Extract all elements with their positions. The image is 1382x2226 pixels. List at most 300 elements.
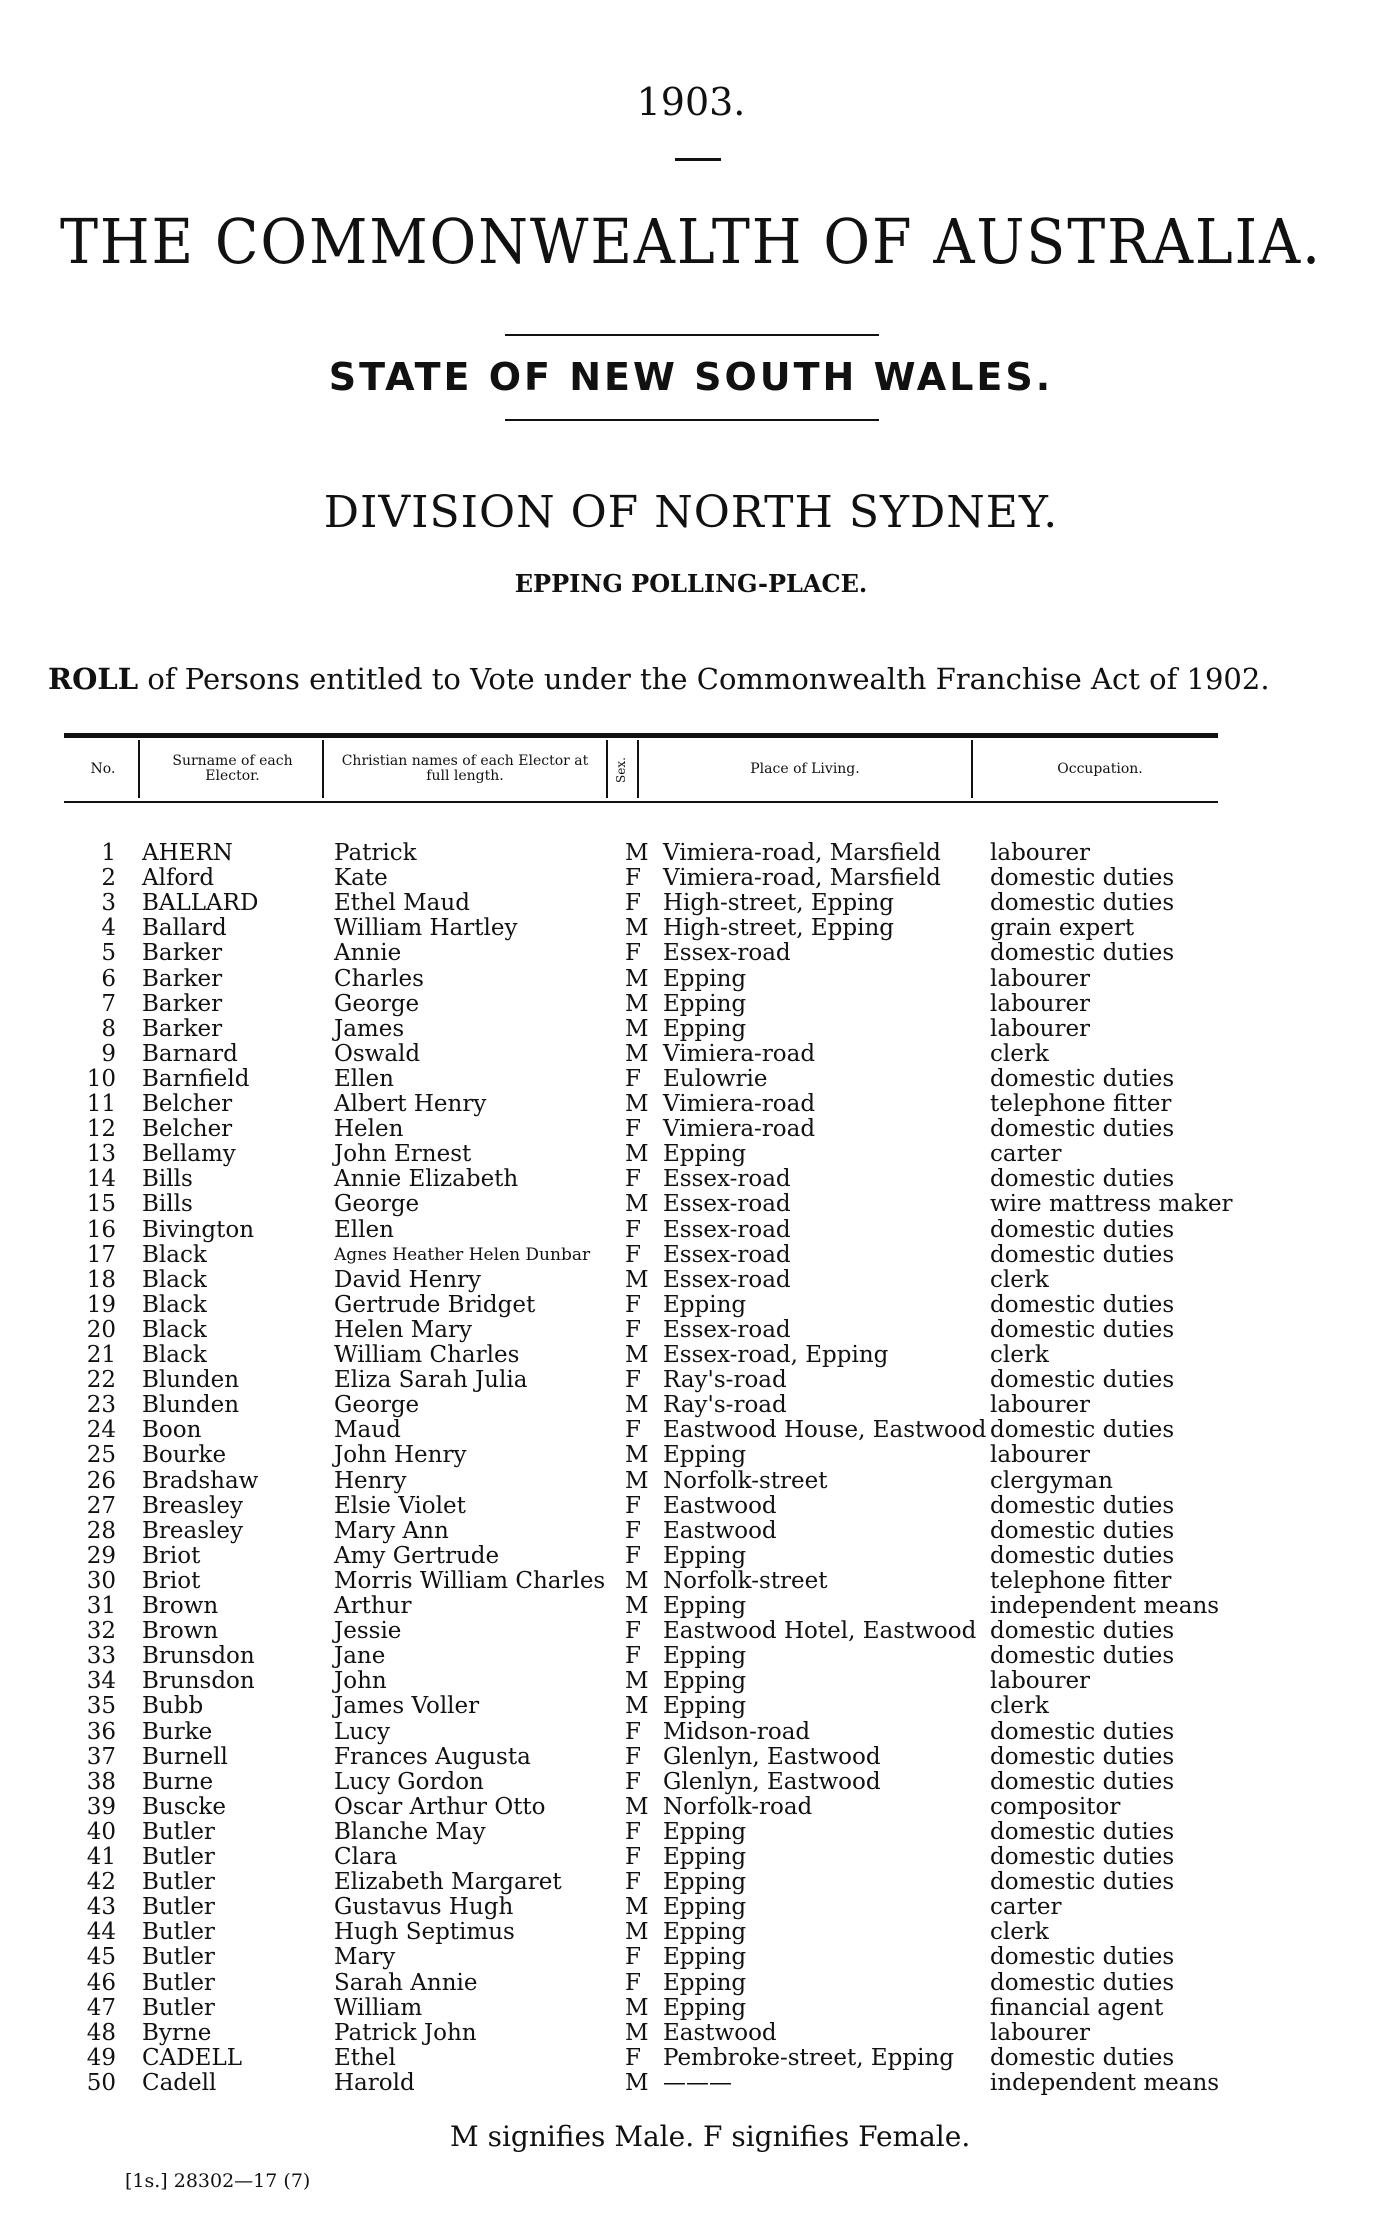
elector-occupation: labourer bbox=[990, 990, 1091, 1017]
row-number: 10 bbox=[86, 1065, 116, 1092]
elector-sex: F bbox=[625, 890, 641, 917]
elector-occupation: labourer bbox=[990, 1015, 1091, 1042]
place-of-living: Vimiera-road, Marsfield bbox=[663, 840, 941, 866]
place-of-living: Pembroke-street, Epping bbox=[663, 2044, 955, 2071]
row-number: 50 bbox=[86, 2069, 116, 2096]
row-number: 27 bbox=[86, 1492, 116, 1519]
place-of-living: Epping bbox=[663, 1844, 747, 1870]
row-number: 42 bbox=[86, 1869, 116, 1896]
elector-occupation: clerk bbox=[990, 1266, 1049, 1293]
row-number: 49 bbox=[86, 2044, 116, 2071]
elector-christian-names: Harold bbox=[334, 2069, 415, 2096]
elector-christian-names: Lucy Gordon bbox=[334, 1768, 484, 1795]
elector-surname: Breasley bbox=[142, 1492, 243, 1519]
elector-sex: F bbox=[625, 1367, 641, 1394]
elector-sex: M bbox=[625, 1467, 649, 1494]
row-number: 43 bbox=[86, 1894, 116, 1921]
elector-sex: M bbox=[625, 1141, 649, 1168]
elector-surname: Briot bbox=[142, 1567, 201, 1594]
elector-sex: F bbox=[625, 2044, 641, 2071]
elector-christian-names: Helen Mary bbox=[334, 1316, 473, 1343]
elector-surname: Cadell bbox=[142, 2069, 217, 2096]
row-number: 6 bbox=[101, 965, 116, 992]
elector-sex: F bbox=[625, 1316, 641, 1343]
elector-surname: Bubb bbox=[142, 1693, 204, 1720]
elector-occupation: domestic duties bbox=[990, 1768, 1175, 1795]
elector-christian-names: Oscar Arthur Otto bbox=[334, 1793, 546, 1820]
row-number: 18 bbox=[86, 1266, 116, 1293]
elector-occupation: domestic duties bbox=[990, 940, 1175, 967]
elector-occupation: carter bbox=[990, 1141, 1062, 1168]
elector-sex: M bbox=[625, 1191, 649, 1218]
elector-sex: M bbox=[625, 1693, 649, 1720]
elector-sex: F bbox=[625, 1291, 641, 1318]
elector-christian-names: John Henry bbox=[334, 1442, 467, 1469]
roll-word: ROLL bbox=[48, 662, 139, 696]
table-top-rule bbox=[64, 733, 1218, 738]
elector-sex: F bbox=[625, 1969, 641, 1996]
place-of-living: High-street, Epping bbox=[663, 915, 894, 942]
elector-surname: Bivington bbox=[142, 1216, 255, 1243]
place-of-living: Epping bbox=[663, 1668, 747, 1695]
elector-surname: Black bbox=[142, 1316, 207, 1343]
elector-sex: F bbox=[625, 1743, 641, 1770]
elector-surname: BALLARD bbox=[142, 890, 259, 917]
elector-christian-names: George bbox=[334, 1392, 420, 1419]
elector-sex: F bbox=[625, 1241, 641, 1268]
elector-surname: Butler bbox=[142, 1818, 215, 1845]
elector-sex: F bbox=[625, 1944, 641, 1971]
place-of-living: Epping bbox=[663, 990, 747, 1017]
column-separator bbox=[138, 740, 140, 798]
elector-occupation: telephone fitter bbox=[990, 1091, 1172, 1117]
place-of-living: Ray's-road bbox=[663, 1367, 787, 1394]
elector-surname: Barnfield bbox=[142, 1065, 250, 1092]
elector-surname: Ballard bbox=[142, 915, 227, 942]
row-number: 35 bbox=[86, 1693, 116, 1720]
elector-christian-names: William bbox=[334, 1994, 423, 2021]
elector-sex: F bbox=[625, 1166, 641, 1193]
elector-sex: F bbox=[625, 1768, 641, 1795]
elector-christian-names: William Hartley bbox=[334, 915, 518, 942]
row-number: 17 bbox=[86, 1241, 116, 1268]
elector-surname: Butler bbox=[142, 1844, 215, 1870]
elector-surname: Brown bbox=[142, 1593, 219, 1619]
place-of-living: Norfolk-street bbox=[663, 1567, 828, 1594]
elector-sex: F bbox=[625, 865, 641, 892]
elector-sex: M bbox=[625, 2069, 649, 2096]
row-number: 2 bbox=[101, 865, 116, 892]
elector-surname: Burne bbox=[142, 1768, 214, 1795]
elector-surname: Bellamy bbox=[142, 1141, 236, 1168]
row-number: 40 bbox=[86, 1818, 116, 1845]
elector-surname: Barker bbox=[142, 940, 223, 967]
place-of-living: Essex-road, Epping bbox=[663, 1342, 889, 1368]
elector-surname: CADELL bbox=[142, 2044, 242, 2071]
elector-occupation: clerk bbox=[990, 1693, 1049, 1720]
elector-sex: M bbox=[625, 2019, 649, 2046]
elector-sex: M bbox=[625, 915, 649, 942]
elector-christian-names: Patrick John bbox=[334, 2019, 477, 2046]
elector-christian-names: Patrick bbox=[334, 840, 417, 866]
elector-occupation: compositor bbox=[990, 1793, 1121, 1820]
elector-occupation: domestic duties bbox=[990, 1367, 1175, 1394]
row-number: 25 bbox=[86, 1442, 116, 1469]
elector-occupation: clerk bbox=[990, 1342, 1049, 1368]
elector-sex: F bbox=[625, 1492, 641, 1519]
elector-sex: M bbox=[625, 1091, 649, 1117]
row-number: 13 bbox=[86, 1141, 116, 1168]
place-of-living: Epping bbox=[663, 1919, 747, 1946]
roll-caption bbox=[48, 662, 1270, 696]
printer-reference: [1s.] 28302—17 (7) bbox=[125, 2170, 311, 2192]
elector-occupation: telephone fitter bbox=[990, 1567, 1172, 1594]
elector-occupation: domestic duties bbox=[990, 865, 1175, 892]
elector-surname: Burke bbox=[142, 1718, 213, 1745]
elector-christian-names: Ethel bbox=[334, 2044, 396, 2071]
elector-christian-names: James bbox=[334, 1015, 405, 1042]
place-of-living: Epping bbox=[663, 965, 747, 992]
elector-sex: F bbox=[625, 1844, 641, 1870]
elector-occupation: labourer bbox=[990, 1442, 1091, 1469]
elector-surname: Burnell bbox=[142, 1743, 228, 1770]
row-number: 3 bbox=[101, 890, 116, 917]
elector-christian-names: Lucy bbox=[334, 1718, 390, 1745]
elector-christian-names: Arthur bbox=[334, 1593, 412, 1619]
sex-legend: M signifies Male. F signifies Female. bbox=[450, 2120, 971, 2153]
elector-sex: F bbox=[625, 1643, 641, 1670]
place-of-living: Eastwood House, Eastwood bbox=[663, 1417, 987, 1444]
elector-sex: F bbox=[625, 1718, 641, 1745]
row-number: 23 bbox=[86, 1392, 116, 1419]
place-of-living: Midson-road bbox=[663, 1718, 811, 1745]
elector-christian-names: Amy Gertrude bbox=[334, 1542, 500, 1569]
elector-surname: Black bbox=[142, 1266, 207, 1293]
place-of-living: Eulowrie bbox=[663, 1065, 768, 1092]
place-of-living: Ray's-road bbox=[663, 1392, 787, 1419]
row-number: 28 bbox=[86, 1517, 116, 1544]
elector-christian-names: Charles bbox=[334, 965, 424, 992]
place-of-living: Glenlyn, Eastwood bbox=[663, 1743, 881, 1770]
elector-sex: M bbox=[625, 990, 649, 1017]
elector-occupation: wire mattress maker bbox=[990, 1191, 1233, 1218]
place-of-living: Glenlyn, Eastwood bbox=[663, 1768, 881, 1795]
place-of-living: Epping bbox=[663, 1542, 747, 1569]
elector-christian-names: Kate bbox=[334, 865, 388, 892]
elector-sex: F bbox=[625, 1818, 641, 1845]
elector-christian-names: Henry bbox=[334, 1467, 407, 1494]
elector-christian-names: Ethel Maud bbox=[334, 890, 470, 917]
elector-sex: M bbox=[625, 1919, 649, 1946]
column-separator bbox=[971, 740, 973, 798]
place-of-living: Eastwood bbox=[663, 1517, 777, 1544]
header-sex-label: Sex. bbox=[614, 757, 628, 783]
header-place: Place of Living. bbox=[750, 760, 860, 777]
place-of-living: Vimiera-road bbox=[663, 1116, 816, 1143]
document-title: THE COMMONWEALTH OF AUSTRALIA. bbox=[60, 205, 1322, 278]
elector-occupation: financial agent bbox=[990, 1994, 1164, 2021]
column-separator bbox=[637, 740, 639, 798]
elector-surname: Buscke bbox=[142, 1793, 226, 1820]
elector-occupation: labourer bbox=[990, 2019, 1091, 2046]
row-number: 29 bbox=[86, 1542, 116, 1569]
elector-sex: M bbox=[625, 1015, 649, 1042]
elector-surname: Black bbox=[142, 1342, 207, 1368]
row-number: 24 bbox=[86, 1417, 116, 1444]
elector-occupation: domestic duties bbox=[990, 1944, 1175, 1971]
elector-sex: F bbox=[625, 1116, 641, 1143]
elector-christian-names: Ellen bbox=[334, 1065, 394, 1092]
elector-christian-names: George bbox=[334, 1191, 420, 1218]
elector-sex: F bbox=[625, 1517, 641, 1544]
place-of-living: Epping bbox=[663, 1894, 747, 1921]
elector-surname: Black bbox=[142, 1241, 207, 1268]
row-number: 46 bbox=[86, 1969, 116, 1996]
elector-occupation: labourer bbox=[990, 1392, 1091, 1419]
elector-sex: F bbox=[625, 1216, 641, 1243]
column-separator bbox=[322, 740, 324, 798]
row-number: 11 bbox=[86, 1091, 116, 1117]
elector-christian-names: Mary bbox=[334, 1944, 396, 1971]
elector-occupation: clerk bbox=[990, 1040, 1049, 1067]
elector-surname: Blunden bbox=[142, 1392, 240, 1419]
elector-christian-names: John bbox=[334, 1668, 387, 1695]
place-of-living: Norfolk-street bbox=[663, 1467, 828, 1494]
place-of-living: Essex-road bbox=[663, 1216, 791, 1243]
place-of-living: Norfolk-road bbox=[663, 1793, 813, 1820]
row-number: 15 bbox=[86, 1191, 116, 1218]
row-number: 14 bbox=[86, 1166, 116, 1193]
place-of-living: Epping bbox=[663, 1869, 747, 1896]
header-no: No. bbox=[90, 760, 116, 777]
row-number: 45 bbox=[86, 1944, 116, 1971]
elector-surname: Belcher bbox=[142, 1116, 233, 1143]
place-of-living: Epping bbox=[663, 1141, 747, 1168]
elector-occupation: independent means bbox=[990, 2069, 1220, 2096]
row-number: 7 bbox=[101, 990, 116, 1017]
row-number: 16 bbox=[86, 1216, 116, 1243]
elector-surname: Belcher bbox=[142, 1091, 233, 1117]
row-number: 48 bbox=[86, 2019, 116, 2046]
elector-christian-names: Eliza Sarah Julia bbox=[334, 1367, 528, 1394]
elector-sex: M bbox=[625, 965, 649, 992]
elector-sex: M bbox=[625, 840, 649, 866]
place-of-living: Essex-road bbox=[663, 1191, 791, 1218]
place-of-living: Essex-road bbox=[663, 940, 791, 967]
elector-christian-names: Albert Henry bbox=[334, 1091, 487, 1117]
elector-sex: F bbox=[625, 1618, 641, 1645]
elector-christian-names: Ellen bbox=[334, 1216, 394, 1243]
place-of-living: Epping bbox=[663, 1015, 747, 1042]
row-number: 33 bbox=[86, 1643, 116, 1670]
elector-surname: Brunsdon bbox=[142, 1668, 255, 1695]
row-number: 4 bbox=[101, 915, 116, 942]
place-of-living: Epping bbox=[663, 1994, 747, 2021]
elector-occupation: labourer bbox=[990, 965, 1091, 992]
elector-occupation: clergyman bbox=[990, 1467, 1113, 1494]
row-number: 34 bbox=[86, 1668, 116, 1695]
elector-sex: M bbox=[625, 1392, 649, 1419]
place-of-living: Vimiera-road, Marsfield bbox=[663, 865, 941, 892]
elector-sex: M bbox=[625, 1266, 649, 1293]
elector-occupation: domestic duties bbox=[990, 1718, 1175, 1745]
elector-occupation: domestic duties bbox=[990, 1517, 1175, 1544]
elector-surname: Alford bbox=[142, 865, 215, 892]
place-of-living: Epping bbox=[663, 1818, 747, 1845]
place-of-living: Epping bbox=[663, 1693, 747, 1720]
elector-surname: Butler bbox=[142, 1994, 215, 2021]
place-of-living: Epping bbox=[663, 1643, 747, 1670]
state-heading: STATE OF NEW SOUTH WALES. bbox=[328, 355, 1054, 399]
place-of-living: ——— bbox=[663, 2069, 732, 2096]
elector-surname: Blunden bbox=[142, 1367, 240, 1394]
elector-occupation: domestic duties bbox=[990, 1743, 1175, 1770]
place-of-living: Essex-road bbox=[663, 1266, 791, 1293]
elector-occupation: labourer bbox=[990, 1668, 1091, 1695]
place-of-living: Essex-road bbox=[663, 1316, 791, 1343]
elector-surname: Bills bbox=[142, 1191, 193, 1218]
row-number: 31 bbox=[86, 1593, 116, 1619]
elector-occupation: domestic duties bbox=[990, 1216, 1175, 1243]
elector-surname: Briot bbox=[142, 1542, 201, 1569]
elector-christian-names: Clara bbox=[334, 1844, 398, 1870]
place-of-living: High-street, Epping bbox=[663, 890, 894, 917]
elector-surname: Boon bbox=[142, 1417, 202, 1444]
elector-occupation: domestic duties bbox=[990, 1166, 1175, 1193]
elector-surname: Barker bbox=[142, 965, 223, 992]
elector-sex: M bbox=[625, 1668, 649, 1695]
elector-occupation: domestic duties bbox=[990, 1869, 1175, 1896]
header-sex bbox=[609, 752, 633, 788]
elector-christian-names: Mary Ann bbox=[334, 1517, 449, 1544]
place-of-living: Epping bbox=[663, 1944, 747, 1971]
elector-surname: Butler bbox=[142, 1969, 215, 1996]
elector-christian-names: Annie Elizabeth bbox=[334, 1166, 519, 1193]
row-number: 9 bbox=[101, 1040, 116, 1067]
elector-christian-names: Agnes Heather Helen Dunbar bbox=[334, 1244, 591, 1265]
elector-christian-names: Sarah Annie bbox=[334, 1969, 478, 1996]
row-number: 39 bbox=[86, 1793, 116, 1820]
elector-surname: Butler bbox=[142, 1894, 215, 1921]
elector-surname: Butler bbox=[142, 1944, 215, 1971]
header-christian-names: Christian names of each Elector at full length. bbox=[341, 753, 589, 784]
elector-surname: Byrne bbox=[142, 2019, 212, 2046]
elector-christian-names: Hugh Septimus bbox=[334, 1919, 515, 1946]
elector-surname: Breasley bbox=[142, 1517, 243, 1544]
row-number: 12 bbox=[86, 1116, 116, 1143]
elector-occupation: domestic duties bbox=[990, 1542, 1175, 1569]
row-number: 38 bbox=[86, 1768, 116, 1795]
elector-sex: M bbox=[625, 1593, 649, 1619]
elector-christian-names: Maud bbox=[334, 1417, 401, 1444]
place-of-living: Eastwood bbox=[663, 1492, 777, 1519]
elector-occupation: domestic duties bbox=[990, 890, 1175, 917]
elector-christian-names: Elizabeth Margaret bbox=[334, 1869, 562, 1896]
elector-christian-names: Jane bbox=[334, 1643, 386, 1670]
header-bottom-rule bbox=[64, 801, 1218, 803]
elector-sex: F bbox=[625, 1542, 641, 1569]
elector-surname: Bourke bbox=[142, 1442, 227, 1469]
elector-occupation: clerk bbox=[990, 1919, 1049, 1946]
row-number: 5 bbox=[101, 940, 116, 967]
elector-occupation: domestic duties bbox=[990, 1065, 1175, 1092]
row-number: 20 bbox=[86, 1316, 116, 1343]
elector-occupation: domestic duties bbox=[990, 1417, 1175, 1444]
elector-surname: AHERN bbox=[142, 840, 233, 866]
elector-christian-names: John Ernest bbox=[334, 1141, 472, 1168]
place-of-living: Essex-road bbox=[663, 1241, 791, 1268]
row-number: 41 bbox=[86, 1844, 116, 1870]
header-surname: Surname of each Elector. bbox=[172, 753, 293, 784]
elector-occupation: domestic duties bbox=[990, 1969, 1175, 1996]
row-number: 1 bbox=[101, 840, 116, 866]
elector-sex: M bbox=[625, 1894, 649, 1921]
elector-occupation: carter bbox=[990, 1894, 1062, 1921]
place-of-living: Essex-road bbox=[663, 1166, 791, 1193]
elector-christian-names: Helen bbox=[334, 1116, 404, 1143]
elector-occupation: domestic duties bbox=[990, 1116, 1175, 1143]
year: 1903. bbox=[636, 80, 746, 124]
place-of-living: Vimiera-road bbox=[663, 1040, 816, 1067]
place-of-living: Vimiera-road bbox=[663, 1091, 816, 1117]
elector-occupation: domestic duties bbox=[990, 1316, 1175, 1343]
elector-christian-names: James Voller bbox=[334, 1693, 480, 1720]
elector-christian-names: William Charles bbox=[334, 1342, 520, 1368]
row-number: 22 bbox=[86, 1367, 116, 1394]
elector-sex: F bbox=[625, 1065, 641, 1092]
place-of-living: Eastwood bbox=[663, 2019, 777, 2046]
elector-surname: Bradshaw bbox=[142, 1467, 259, 1494]
elector-occupation: independent means bbox=[990, 1593, 1220, 1619]
row-number: 47 bbox=[86, 1994, 116, 2021]
elector-christian-names: David Henry bbox=[334, 1266, 482, 1293]
elector-sex: M bbox=[625, 1040, 649, 1067]
place-of-living: Epping bbox=[663, 1969, 747, 1996]
divider bbox=[505, 334, 879, 336]
elector-christian-names: Frances Augusta bbox=[334, 1743, 531, 1770]
elector-sex: F bbox=[625, 1417, 641, 1444]
row-number: 30 bbox=[86, 1567, 116, 1594]
column-separator bbox=[606, 740, 608, 798]
elector-surname: Brunsdon bbox=[142, 1643, 255, 1670]
place-of-living: Epping bbox=[663, 1593, 747, 1619]
row-number: 37 bbox=[86, 1743, 116, 1770]
elector-sex: F bbox=[625, 940, 641, 967]
elector-christian-names: Morris William Charles bbox=[334, 1567, 606, 1594]
elector-sex: M bbox=[625, 1793, 649, 1820]
elector-occupation: domestic duties bbox=[990, 1618, 1175, 1645]
header-occupation: Occupation. bbox=[1057, 760, 1143, 777]
elector-occupation: domestic duties bbox=[990, 2044, 1175, 2071]
elector-occupation: domestic duties bbox=[990, 1492, 1175, 1519]
elector-surname: Barker bbox=[142, 990, 223, 1017]
row-number: 36 bbox=[86, 1718, 116, 1745]
polling-place-heading: EPPING POLLING-PLACE. bbox=[514, 569, 868, 598]
elector-christian-names: Gertrude Bridget bbox=[334, 1291, 536, 1318]
elector-sex: F bbox=[625, 1869, 641, 1896]
elector-christian-names: Jessie bbox=[334, 1618, 402, 1645]
elector-christian-names: Annie bbox=[334, 940, 402, 967]
place-of-living: Eastwood Hotel, Eastwood bbox=[663, 1618, 977, 1645]
row-number: 26 bbox=[86, 1467, 116, 1494]
divider bbox=[675, 158, 721, 161]
elector-occupation: domestic duties bbox=[990, 1291, 1175, 1318]
place-of-living: Epping bbox=[663, 1442, 747, 1469]
divider bbox=[505, 419, 879, 421]
elector-surname: Brown bbox=[142, 1618, 219, 1645]
row-number: 44 bbox=[86, 1919, 116, 1946]
division-heading: DIVISION OF NORTH SYDNEY. bbox=[323, 487, 1059, 538]
